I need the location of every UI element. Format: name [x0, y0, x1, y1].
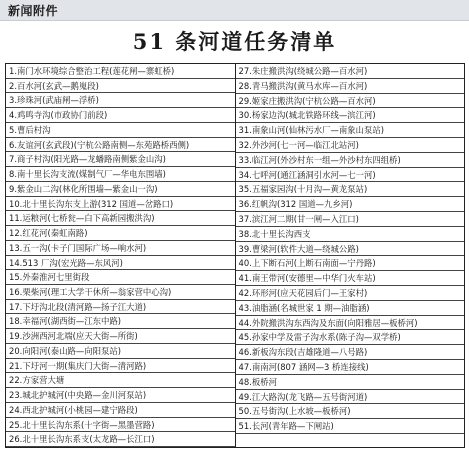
table-row: 5.曹后村沟 — [6, 123, 235, 138]
table-row: 30.杨家边沟(城北铁路环线—滨江河) — [236, 108, 465, 123]
table-row: 44.外院搬洪沟东西沟及东面(向阳雅居—板桥河) — [236, 316, 465, 331]
table-row: 33.临江河(外沙村东一组—外沙村东四组桥) — [236, 153, 465, 168]
table-row: 24.西北护城河(小桃园—建宁路段) — [6, 403, 235, 418]
table-row: 2.百水河(玄武—鹅嵬段) — [6, 79, 235, 94]
table-row: 7.商子村沟(阳光路—龙蟠路南侧紫金山沟) — [6, 152, 235, 167]
table-row: 42.环形河(应天花园后门—王家村) — [236, 286, 465, 301]
table-row: 45.孙家中学及雷子沟水系(陈子沟—双学桥) — [236, 330, 465, 345]
table-row: 40.上下断石河(上断石南面—宁丹路) — [236, 256, 465, 271]
table-column-right — [236, 64, 465, 447]
table-row: 17.下圩沟北段(清河路—扬子江大道) — [6, 300, 235, 315]
table-row: 14.513 厂沟(宏光路—东风河) — [6, 256, 235, 271]
table-row: 23.城北护城河(中央路—金川河泵站) — [6, 388, 235, 403]
table-row: 19.沙洲西河北端(应天大街—所街) — [6, 329, 235, 344]
table-row: 47.南南河(807 涵网—3 桥连接线) — [236, 360, 465, 375]
table-row: 6.友谊河(玄武段)(宁杭公路南侧—东苑路桥西侧) — [6, 138, 235, 153]
table-row: 13.五一沟(卡子门国际广场—响水河) — [6, 241, 235, 256]
table-row: 18.幸福河(湖西街—江东中路) — [6, 314, 235, 329]
table-column-left — [6, 64, 236, 447]
table-row: 26.北十里长沟东系支(太龙路—长江口) — [6, 432, 235, 447]
table-row: 36.红帆沟(312 国道—九乡河) — [236, 197, 465, 212]
table-row: 41.南王带河(安德里—中华门火车站) — [236, 271, 465, 286]
table-row: 34.七呼河(通江涵洞引水河—七一河) — [236, 168, 465, 183]
page-title: 51 条河道任务清单 — [132, 29, 337, 54]
table-row: 4.鸡鸣寺沟(市政协门前段) — [6, 108, 235, 123]
table-row: 37.滨江河二期(甘一闸—入江口) — [236, 212, 465, 227]
table-row: 3.珍珠河(武庙闸—浮桥) — [6, 93, 235, 108]
table-row: 51.长河(青年路—下闸站) — [236, 419, 465, 434]
task-list-table — [5, 63, 465, 448]
table-row: 39.曹梁河(软件大道—绕城公路) — [236, 242, 465, 257]
table-row: 38.北十里长沟西支 — [236, 227, 465, 242]
table-row: 29.姬家庄搬洪沟(宁杭公路—百水河) — [236, 94, 465, 109]
table-row: 43.油脂涵(名城世家 1 期—油脂涵) — [236, 301, 465, 316]
table-row: 15.外秦淮河七里街段 — [6, 270, 235, 285]
table-row: 21.下圩河一期(集庆门大街—清河路) — [6, 359, 235, 374]
table-row: 12.红花河(秦虹南路) — [6, 226, 235, 241]
table-row: 48.板桥河 — [236, 375, 465, 390]
table-row: 9.紫金山二沟(林化所围墙—紫金山一沟) — [6, 182, 235, 197]
section-banner — [0, 0, 469, 21]
table-row: 27.朱庄搬洪沟(绕城公路—百水河) — [236, 64, 465, 79]
table-row: 46.新板沟东段(吉雄隆道—八号路) — [236, 345, 465, 360]
table-row: 28.青马搬洪沟(黄马水库—百水河) — [236, 79, 465, 94]
table-row: 16.栗柴河(理工大学干休所—翁家营中心沟) — [6, 285, 235, 300]
table-row-filler — [236, 434, 465, 447]
table-row: 25.北十里长沟东系(十字街—黑墨营路) — [6, 418, 235, 433]
table-row: 31.南象山河(仙林污水厂—南象山泵站) — [236, 123, 465, 138]
table-row: 35.五福家园沟(十月沟—黄龙泵站) — [236, 182, 465, 197]
table-row: 22.方家营大塘 — [6, 373, 235, 388]
table-row: 49.江大路沟(龙飞路—五号街河道) — [236, 390, 465, 405]
table-row: 11.运粮河(七桥瓮—白下高新园搬洪沟) — [6, 211, 235, 226]
table-row: 32.外沙河(七一河—临江北站河) — [236, 138, 465, 153]
section-label: 新闻附件 — [8, 4, 59, 18]
table-row: 1.南门水环境综合整治工程(莲花闸—寨虹桥) — [6, 64, 235, 79]
table-row: 50.五号街沟(上水坡—板桥河) — [236, 404, 465, 419]
table-row: 20.向阳河(泰山路—向阳泵站) — [6, 344, 235, 359]
table-row: 10.北十里长沟东支上游(312 国道—岔路口) — [6, 197, 235, 212]
table-row: 8.南十里长沟支流(煤制气厂—华电东围墙) — [6, 167, 235, 182]
